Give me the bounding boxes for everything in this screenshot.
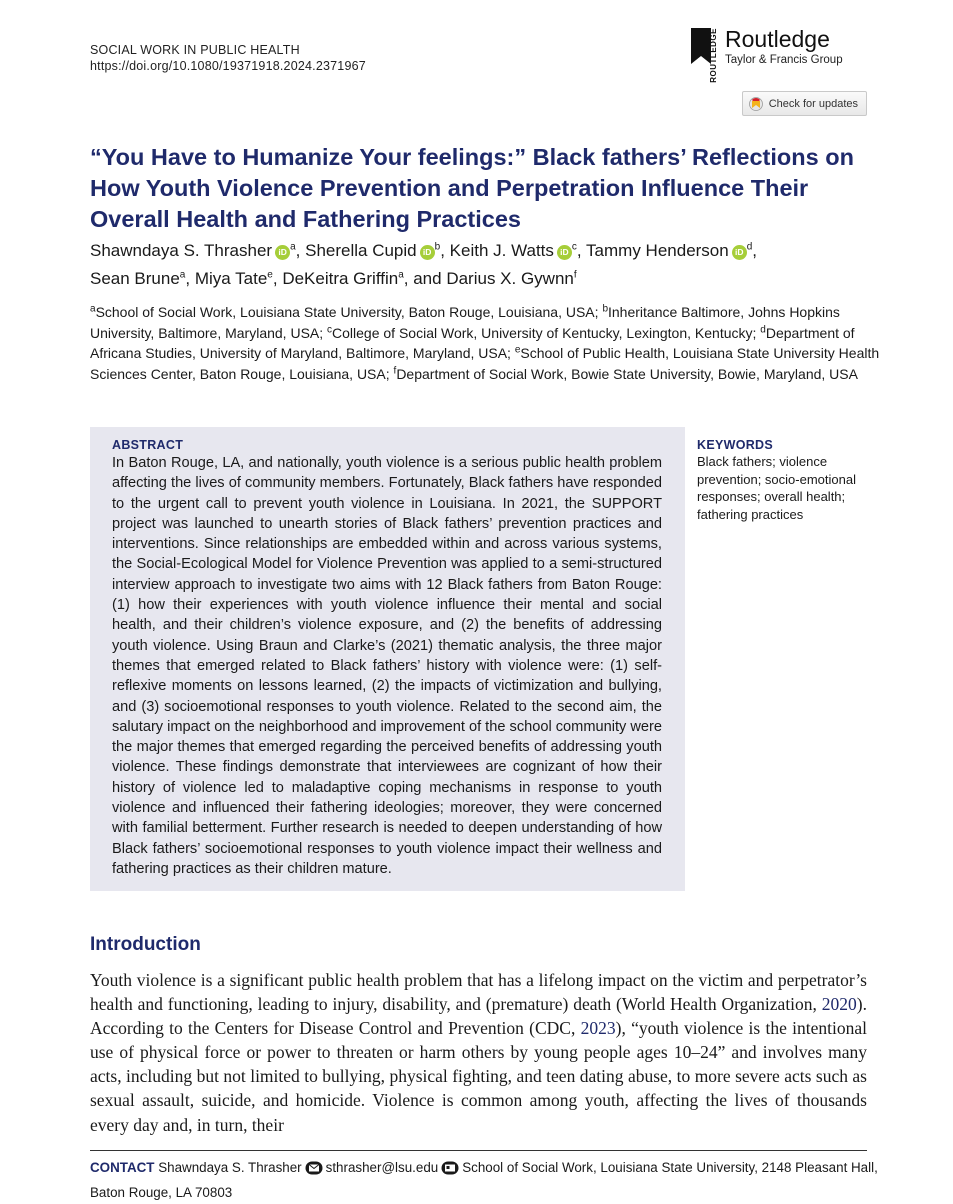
author-list: Shawndaya S. Thrasher iD $^a$, Sherella Cupid iD $^b$, Keith J. Watts iD $^c$, Tammy Henderson iD $^d$, Sean Brune$^a$, Miya Tate$^e$, DeKeitra Griffin$^a$, and Darius X. Gywnn$^f$ (90, 241, 758, 288)
affiliation-text: School of Social Work, Louisiana State University, Baton Rouge, Louisiana, USA; (95, 304, 599, 320)
affiliation-text: Inheritance Baltimore, Johns Hopkins University, Baltimore, Maryland, USA; (90, 304, 840, 341)
author-name[interactable]: Miya Tate$^e$, (194, 269, 278, 288)
publisher-logo (687, 26, 867, 83)
affiliation-mark: e (514, 344, 521, 356)
affiliation-text: College of Social Work, University of Kentucky, Lexington, Kentucky; (332, 324, 757, 341)
intro-text-1: Youth violence is a significant public health problem that has a lifelong impact on the victim and perpetrator’s health and functioning, leading to injury, disability, and (premature) death (World Health Organization, (90, 970, 867, 1015)
author-name-text: Tammy Henderson (586, 241, 729, 260)
email-icon (305, 1160, 323, 1182)
orcid-icon[interactable]: iD (732, 245, 747, 260)
author-name-text: Sherella Cupid (305, 241, 417, 260)
affiliation-mark: c (327, 323, 333, 335)
orcid-icon[interactable]: iD (420, 245, 435, 260)
affiliation-text: Department of Social Work, Bowie State University, Bowie, Maryland, USA (396, 365, 858, 382)
author-name[interactable]: Sean Brune$^a$, (90, 269, 191, 288)
affiliation-mark: b (602, 303, 608, 315)
intro-text-3: ), “youth violence is the intentional use of physical force or power to threaten or harm others by young people ages 10–24” and involves many acts, including but not limited to bullying, physical fighting, and teen dating abuse, to more severe acts such as sexual assault, suicide, and homicide. Violence is common among youth, affecting the lives of thousands every day and, in turn, their (90, 1018, 867, 1135)
affiliation-mark: a (179, 269, 186, 281)
affiliation-text: School of Public Health, Louisiana State University Health Sciences Center, Baton Rouge, Louisiana, USA; (90, 345, 880, 382)
abstract-heading: ABSTRACT (112, 438, 184, 452)
introduction-paragraph (90, 968, 867, 1137)
author-name[interactable] (282, 269, 403, 288)
author-name[interactable]: Sherella Cupid iD $^b$, (305, 241, 445, 260)
author-name-text: Shawndaya S. Thrasher (90, 241, 273, 260)
contact-email[interactable]: sthrasher@lsu.edu (325, 1160, 439, 1175)
intro-text-2: ). According to the Centers for Disease Control and Prevention (CDC, (90, 994, 867, 1039)
affiliation-text: Department of Africana Studies, University of Maryland, Baltimore, Maryland, USA; (90, 324, 855, 361)
affiliation-mark: e (267, 269, 273, 281)
introduction-heading: Introduction (90, 934, 201, 955)
orcid-icon[interactable]: iD (557, 245, 572, 260)
affiliation-mark: b (434, 241, 441, 253)
author-name-text: Keith J. Watts (449, 241, 554, 260)
author-name[interactable]: Shawndaya S. Thrasher iD $^a$, (90, 241, 301, 260)
author-name[interactable]: Keith J. Watts iD $^c$, (449, 241, 582, 260)
affiliation-mark: a (290, 241, 296, 253)
crossmark-icon (749, 97, 763, 111)
article-title: “You Have to Humanize Your feelings:” Black fathers’ Reflections on How Youth Violence Prevention and Perpetration Influence Their Overall Health and Fathering Practices (90, 144, 854, 232)
affiliation-mark: c (571, 241, 577, 253)
affiliation-mark: d (760, 323, 766, 335)
footer-divider (90, 1150, 867, 1151)
citation-link[interactable]: 2020 (821, 994, 857, 1015)
contact-info (90, 1157, 880, 1204)
doi-link[interactable]: https://doi.org/10.1080/19371918.2024.2371967 (90, 59, 366, 73)
check-for-updates-button[interactable] (742, 91, 867, 116)
author-name[interactable] (446, 269, 576, 288)
author-name-text: DeKeitra Griffin (282, 269, 399, 288)
affiliation-mark: f (393, 364, 397, 376)
publisher-group: Taylor & Francis Group (725, 54, 843, 66)
affiliation-mark: d (746, 241, 753, 253)
journal-header (90, 42, 366, 74)
affiliations (90, 302, 880, 384)
keywords-heading: KEYWORDS (697, 438, 774, 452)
journal-name: SOCIAL WORK IN PUBLIC HEALTH (90, 43, 300, 57)
author-name-text: Darius X. Gywnn (446, 269, 574, 288)
publisher-name: Routledge (725, 26, 830, 52)
address-icon (441, 1160, 459, 1182)
publisher-vertical-text: ROUTLEDGE (709, 28, 718, 83)
author-name-text: Sean Brune (90, 269, 180, 288)
orcid-icon[interactable]: iD (275, 245, 290, 260)
citation-link[interactable]: 2023 (580, 1018, 616, 1039)
keywords-text: Black fathers; violence prevention; socio-emotional responses; overall health; fathering practices (697, 454, 856, 522)
affiliation-mark: a (398, 269, 404, 281)
contact-label: CONTACT (90, 1160, 155, 1175)
check-for-updates-label: Check for updates (768, 97, 858, 110)
abstract-text: In Baton Rouge, LA, and nationally, youth violence is a serious public health problem affecting the lives of community members. Fortunately, Black fathers have responded to the urgent call to prevent youth violence in Louisiana. In 2021, the SUPPORT project was launched to unearth stories of Black fathers’ prevention practices and interventions. Since relationships are embedded within and across various systems, the Social-Ecological Model for Violence Prevention was applied to a semi-structured interview approach to investigate two aims with 12 Black fathers from Baton Rouge: (1) how their experiences with youth violence influence their mental and social health, and their children’s violence exposure, and (2) the benefits of addressing youth violence. Using Braun and Clarke’s (2021) thematic analysis, the three major themes that emerged related to Black fathers’ history with violence were: (1) self-reflexive moments on lessons learned, (2) the impacts of victimization and bullying, and (3) socioemotional responses to youth violence. Related to the second aim, the salutary impact on the neighborhood and improvement of the school community were the major themes that emerged regarding the perceived benefits of addressing youth violence. These findings demonstrate that interviewees are cognizant of how their history of violence led to maladaptive coping mechanisms in response to youth violence and influenced their fathering ideologies; moreover, they were concerned with familial betterment. Further research is needed to deepen understanding of how Black fathers’ socioemotional responses to youth violence impact their wellness and fathering practices as their children mature. (112, 455, 662, 877)
affiliation-mark: a (90, 303, 96, 315)
affiliation-mark: f (573, 269, 577, 281)
author-name[interactable]: Tammy Henderson iD $^d$, (586, 241, 758, 260)
author-name-text: Miya Tate (194, 269, 268, 288)
contact-address: School of Social Work, Louisiana State University, 2148 Pleasant Hall, Baton Rouge, LA 70803 (90, 1160, 878, 1200)
contact-name: Shawndaya S. Thrasher (158, 1160, 302, 1175)
